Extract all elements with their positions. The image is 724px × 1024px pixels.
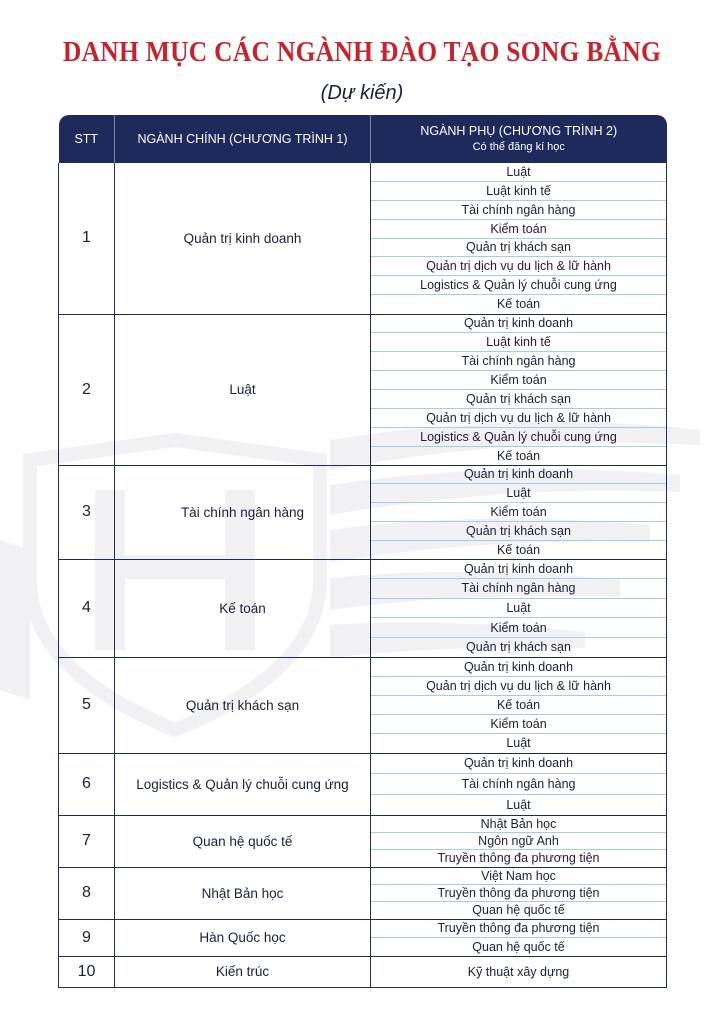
sub-major-list: [371, 657, 667, 753]
sub-major-item: Kế toán: [496, 542, 541, 557]
sub-major-item: Quản trị khách sạn: [371, 522, 666, 541]
row-number: 10: [59, 956, 115, 987]
sub-major-item: Truyền thông đa phương tiện: [371, 920, 666, 939]
header-sub-major: [371, 115, 667, 163]
sub-major-item: Việt Nam học: [371, 868, 666, 885]
page-title: DANH MỤC CÁC NGÀNH ĐÀO TẠO SONG BẰNG: [62, 36, 662, 68]
row-number: 4: [59, 559, 115, 657]
row-number: 7: [59, 815, 115, 867]
table-row: [59, 815, 667, 867]
header-sub-major-note: Có thể đăng kí học: [472, 141, 565, 153]
main-major: Nhật Bản học: [115, 867, 371, 919]
main-major: Hàn Quốc học: [115, 919, 371, 956]
sub-major-item: Quản trị kinh doanh: [371, 315, 666, 334]
sub-major-item: Quan hệ quốc tế: [472, 903, 565, 918]
table-row: [59, 163, 667, 314]
sub-major-item: Luật: [506, 797, 531, 812]
sub-major-item: Kiểm toán: [371, 220, 666, 239]
table-row: [59, 559, 667, 657]
main-major: Quản trị khách sạn: [115, 657, 371, 753]
table-row: [59, 919, 667, 956]
table-row: [59, 753, 667, 815]
sub-major-item: Quản trị dịch vụ du lịch & lữ hành: [371, 257, 666, 276]
sub-major-item: Quản trị kinh doanh: [371, 560, 666, 580]
sub-major-list: [371, 815, 667, 867]
table-row: [59, 314, 667, 465]
sub-major-list: [371, 163, 667, 314]
header-stt: STT: [59, 115, 115, 163]
main-major: Kiến trúc: [115, 956, 371, 987]
sub-major-list: [371, 465, 667, 559]
row-number: 2: [59, 314, 115, 465]
table-header-row: [59, 115, 667, 163]
majors-table: [58, 115, 667, 988]
sub-major-item: Truyền thông đa phương tiện: [371, 885, 666, 902]
sub-major-item: Luật kinh tế: [371, 333, 666, 352]
table-row: [59, 956, 667, 987]
sub-major-item: Tài chính ngân hàng: [371, 579, 666, 599]
row-number: 1: [59, 163, 115, 314]
row-number: 6: [59, 753, 115, 815]
sub-major-item: Luật: [371, 163, 666, 182]
sub-major-item: Tài chính ngân hàng: [371, 201, 666, 220]
row-number: 9: [59, 919, 115, 956]
sub-major-item: Ngôn ngữ Anh: [371, 833, 666, 850]
sub-major-list: [371, 919, 667, 956]
sub-major-item: Quản trị kinh doanh: [371, 754, 666, 775]
sub-major-list: [371, 867, 667, 919]
sub-major-item: Quản trị khách sạn: [371, 239, 666, 258]
sub-major-item: Nhật Bản học: [371, 816, 666, 833]
sub-major-item: Tài chính ngân hàng: [371, 774, 666, 795]
sub-major-item: Kiểm toán: [371, 503, 666, 522]
sub-major-item: Kỹ thuật xây dựng: [467, 964, 570, 979]
sub-major-item: Tài chính ngân hàng: [371, 352, 666, 371]
main-major: Tài chính ngân hàng: [115, 465, 371, 559]
sub-major-item: Kế toán: [496, 448, 541, 463]
sub-major-list: [371, 559, 667, 657]
sub-major-item: Quản trị kinh doanh: [371, 466, 666, 485]
page-subtitle: (Dự kiến): [320, 82, 404, 104]
sub-major-item: Kiểm toán: [371, 618, 666, 638]
header-sub-major-label: NGÀNH PHỤ (CHƯƠNG TRÌNH 2): [420, 124, 618, 138]
row-number: 8: [59, 867, 115, 919]
main-major: Luật: [115, 314, 371, 465]
main-major: Quản trị kinh doanh: [115, 163, 371, 314]
sub-major-item: Kế toán: [371, 696, 666, 715]
sub-major-list: [371, 956, 667, 987]
sub-major-item: Quản trị khách sạn: [371, 390, 666, 409]
row-number: 5: [59, 657, 115, 753]
sub-major-item: Quản trị dịch vụ du lịch & lữ hành: [371, 677, 666, 696]
table-row: [59, 867, 667, 919]
sub-major-item: Logistics & Quản lý chuỗi cung ứng: [371, 428, 666, 447]
sub-major-item: Kế toán: [496, 297, 541, 312]
row-number: 3: [59, 465, 115, 559]
sub-major-item: Quản trị dịch vụ du lịch & lữ hành: [371, 409, 666, 428]
sub-major-item: Luật: [506, 736, 531, 751]
sub-major-item: Truyền thông đa phương tiện: [437, 851, 600, 866]
table-row: [59, 465, 667, 559]
sub-major-item: Luật: [371, 599, 666, 619]
sub-major-item: Luật kinh tế: [371, 182, 666, 201]
sub-major-list: [371, 314, 667, 465]
sub-major-item: Luật: [371, 484, 666, 503]
main-major: Kế toán: [115, 559, 371, 657]
header-main-major: NGÀNH CHÍNH (CHƯƠNG TRÌNH 1): [115, 115, 371, 163]
sub-major-item: Logistics & Quản lý chuỗi cung ứng: [371, 276, 666, 295]
sub-major-item: Quản trị kinh doanh: [371, 658, 666, 677]
sub-major-item: Kiểm toán: [371, 371, 666, 390]
sub-major-item: Quan hệ quốc tế: [472, 939, 565, 954]
sub-major-item: Kiểm toán: [371, 715, 666, 734]
main-major: Logistics & Quản lý chuỗi cung ứng: [115, 753, 371, 815]
sub-major-list: [371, 753, 667, 815]
table-row: [59, 657, 667, 753]
main-major: Quan hệ quốc tế: [115, 815, 371, 867]
sub-major-item: Quản trị khách sạn: [466, 640, 571, 655]
